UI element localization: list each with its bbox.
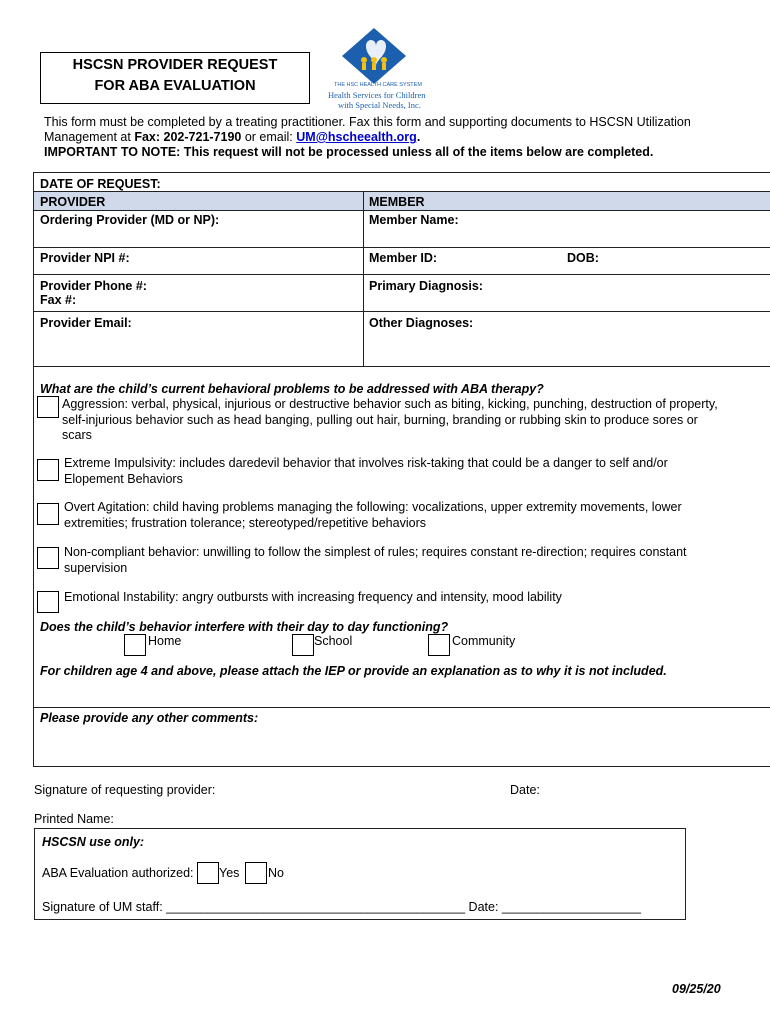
provider-header: PROVIDER [40, 195, 106, 209]
authorized-yes-checkbox[interactable] [197, 862, 219, 884]
behavior-text: Emotional Instability: angry outbursts with increasing frequency and intensity, mood lability [64, 590, 562, 604]
provider-phone-label: Provider Phone #: [40, 279, 147, 293]
home-label: Home [148, 634, 182, 648]
behavior-text: scars [62, 428, 92, 442]
behavior-impulsivity [64, 456, 668, 487]
interfere-question: Does the child’s behavior interfere with their day to day functioning? [40, 620, 449, 634]
member-header: MEMBER [369, 195, 425, 209]
signature-date-label: Date: [510, 783, 540, 797]
behavior-text: Aggression: verbal, physical, injurious or destructive behavior such as biting, kicking, punching, destruction of property, [62, 397, 718, 411]
divider [34, 707, 770, 708]
divider [34, 311, 770, 312]
printed-name-label: Printed Name: [34, 812, 114, 826]
provider-npi-label: Provider NPI #: [40, 251, 130, 265]
home-checkbox[interactable] [124, 634, 146, 656]
ordering-provider-label: Ordering Provider (MD or NP): [40, 213, 220, 227]
behavior-text: Overt Agitation: child having problems managing the following: vocalizations, upper extremity movements, lower [64, 500, 682, 514]
authorized-no-checkbox[interactable] [245, 862, 267, 884]
behavior-agitation [64, 500, 682, 531]
yes-label: Yes [219, 866, 240, 880]
divider [34, 274, 770, 275]
hsc-logo [330, 26, 440, 112]
member-id-label: Member ID: [369, 251, 438, 265]
behavior-text: supervision [64, 560, 128, 575]
behavior-text: Non-compliant behavior: unwilling to follow the simplest of rules; requires constant re-direction; requires constant [64, 545, 687, 559]
behavior-aggression [62, 397, 718, 444]
signature-label: Signature of requesting provider: [34, 783, 216, 797]
intro-line2-mid: or email: [241, 130, 297, 144]
school-label: School [314, 634, 353, 648]
form-title-line1: HSCSN PROVIDER REQUEST [72, 57, 278, 73]
aggression-checkbox[interactable] [37, 396, 59, 418]
logo-caption-2: Health Services for Children [328, 90, 426, 100]
impulsivity-checkbox[interactable] [37, 459, 59, 481]
community-label: Community [452, 634, 516, 648]
um-signature-line: Signature of UM staff: ___________________________________________ Date: ____________________ [42, 900, 641, 914]
important-note: IMPORTANT TO NOTE: This request will not be processed unless all of the items below are completed. [44, 145, 654, 159]
intro-line2-end: . [416, 130, 421, 144]
form-title-line2: FOR ABA EVALUATION [94, 78, 256, 94]
divider [34, 210, 770, 211]
other-diagnoses-label: Other Diagnoses: [369, 316, 474, 330]
comments-label: Please provide any other comments: [40, 711, 259, 725]
aba-authorized-label: ABA Evaluation authorized: [42, 866, 194, 880]
behavior-text: extremities; frustration tolerance; stereotyped/repetitive behaviors [64, 515, 426, 530]
provider-email-label: Provider Email: [40, 316, 132, 330]
intro-line2-prefix: Management at [44, 130, 135, 144]
behavior-question: What are the child’s current behavioral problems to be addressed with ABA therapy? [40, 382, 544, 396]
logo-caption-3: with Special Needs, Inc. [338, 100, 421, 110]
column-divider [363, 192, 364, 366]
intro-line2 [44, 130, 420, 144]
behavior-text: Elopement Behaviors [64, 471, 183, 486]
community-checkbox[interactable] [428, 634, 450, 656]
member-name-label: Member Name: [369, 213, 459, 227]
behavior-text: Extreme Impulsivity: includes daredevil behavior that involves risk-taking that could be a danger to self and/or [64, 456, 668, 470]
revision-date: 09/25/20 [672, 982, 721, 996]
non-compliant-checkbox[interactable] [37, 547, 59, 569]
intro-line1: This form must be completed by a treating practitioner. Fax this form and supporting documents to HSCSN Utilization [44, 115, 691, 129]
emotional-instability-checkbox[interactable] [37, 591, 59, 613]
behavior-emotional [64, 590, 562, 606]
behavior-text: self-injurious behavior such as head banging, pulling out hair, burning, branding or rubbing skin to produce sores or [62, 412, 698, 427]
date-of-request-label: DATE OF REQUEST: [40, 177, 161, 191]
school-checkbox[interactable] [292, 634, 314, 656]
iep-note: For children age 4 and above, please attach the IEP or provide an explanation as to why it is not included. [40, 664, 667, 678]
no-label: No [268, 866, 284, 880]
agitation-checkbox[interactable] [37, 503, 59, 525]
fax-label: Fax #: [40, 293, 77, 307]
fax-number: Fax: 202-721-7190 [134, 130, 242, 144]
logo-diamond-icon [330, 26, 440, 86]
primary-diagnosis-label: Primary Diagnosis: [369, 279, 483, 293]
behavior-non-compliant [64, 545, 687, 576]
logo-caption-1: THE HSC HEALTH CARE SYSTEM [334, 82, 422, 88]
divider [34, 366, 770, 367]
dob-label: DOB: [567, 251, 599, 265]
email-link[interactable]: UM@hscheealth.org [296, 130, 417, 144]
comments-area[interactable] [35, 727, 768, 763]
internal-use-title: HSCSN use only: [42, 835, 145, 849]
divider [34, 247, 770, 248]
